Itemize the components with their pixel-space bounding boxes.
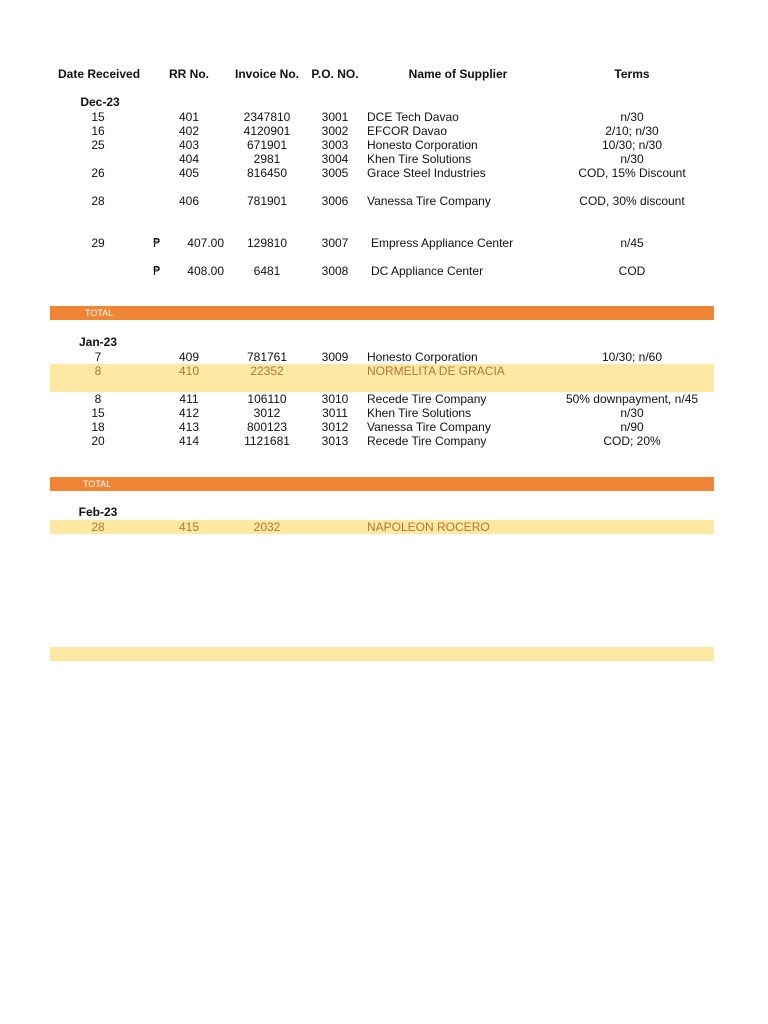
row-rr: 414 [178, 434, 200, 448]
row-po: 3005 [321, 166, 349, 180]
row-invoice: 816450 [246, 166, 288, 180]
row-terms: n/45 [620, 236, 644, 250]
row-po: 3008 [321, 264, 349, 278]
row-supplier: Empress Appliance Center [371, 236, 514, 250]
row-invoice: 6481 [253, 264, 281, 278]
row-terms: n/30 [620, 152, 644, 166]
highlight-band [50, 647, 714, 661]
row-terms: 10/30; n/30 [601, 138, 663, 152]
row-rr: 405 [178, 166, 200, 180]
row-supplier: EFCOR Davao [367, 124, 448, 138]
row-rr: 409 [178, 350, 200, 364]
row-po: 3013 [321, 434, 349, 448]
row-rr: 404 [178, 152, 200, 166]
row-rr: 403 [178, 138, 200, 152]
row-terms: 10/30; n/60 [601, 350, 663, 364]
row-date: 15 [91, 110, 105, 124]
row-rr: 408.00 [187, 264, 224, 278]
row-invoice: 2981 [253, 152, 281, 166]
header-rr-no: RR No. [169, 67, 209, 81]
row-rr: 410 [178, 364, 200, 378]
month-label-jan: Jan-23 [78, 335, 118, 349]
row-po: 3007 [321, 236, 349, 250]
row-supplier: Honesto Corporation [367, 350, 478, 364]
row-date: 28 [91, 520, 105, 534]
row-rr: 412 [178, 406, 200, 420]
row-supplier: NAPOLEON ROCERO [367, 520, 490, 534]
row-invoice: 4120901 [243, 124, 291, 138]
row-invoice: 800123 [246, 420, 288, 434]
row-invoice: 2032 [253, 520, 281, 534]
row-date: 20 [91, 434, 105, 448]
row-supplier: Khen Tire Solutions [367, 406, 472, 420]
header-po-no: P.O. NO. [311, 67, 359, 81]
row-rr: 407.00 [187, 236, 224, 250]
row-invoice: 22352 [250, 364, 284, 378]
header-terms: Terms [614, 67, 650, 81]
month-label-dec: Dec-23 [80, 95, 120, 109]
row-supplier: Vanessa Tire Company [367, 420, 491, 434]
row-invoice: 781901 [246, 194, 288, 208]
row-supplier: Honesto Corporation [367, 138, 478, 152]
row-date: 29 [91, 236, 105, 250]
peso-symbol: ₱ [153, 236, 161, 250]
row-po: 3002 [321, 124, 349, 138]
row-terms: 50% downpayment, n/45 [565, 392, 699, 406]
total-band [50, 477, 714, 491]
row-po: 3010 [321, 392, 349, 406]
row-date: 7 [94, 350, 102, 364]
row-rr: 401 [178, 110, 200, 124]
header-supplier: Name of Supplier [408, 67, 508, 81]
row-po: 3006 [321, 194, 349, 208]
row-supplier: Recede Tire Company [367, 392, 487, 406]
row-date: 25 [91, 138, 105, 152]
row-terms: COD, 15% Discount [578, 166, 686, 180]
row-supplier: DC Appliance Center [371, 264, 484, 278]
row-invoice: 106110 [247, 392, 287, 406]
row-terms: n/30 [620, 110, 644, 124]
peso-symbol: ₱ [153, 264, 161, 278]
row-terms: COD, 30% discount [579, 194, 685, 208]
row-terms: n/30 [620, 406, 644, 420]
row-date: 15 [91, 406, 105, 420]
row-invoice: 2347810 [243, 110, 291, 124]
row-po: 3001 [321, 110, 349, 124]
row-supplier: Khen Tire Solutions [367, 152, 472, 166]
row-terms: 2/10; n/30 [605, 124, 659, 138]
row-rr: 402 [178, 124, 200, 138]
row-date: 16 [91, 124, 105, 138]
row-supplier: Grace Steel Industries [367, 166, 486, 180]
row-invoice: 1121681 [244, 434, 290, 448]
row-rr: 411 [179, 392, 199, 406]
header-date-received: Date Received [57, 67, 141, 81]
row-supplier: Recede Tire Company [367, 434, 487, 448]
row-terms: n/90 [620, 420, 644, 434]
row-terms: COD [618, 264, 646, 278]
row-date: 28 [91, 194, 105, 208]
row-date: 26 [91, 166, 105, 180]
row-po: 3012 [321, 420, 349, 434]
total-label: TOTAL [83, 479, 112, 489]
row-supplier: NORMELITA DE GRACIA [367, 364, 505, 378]
row-invoice: 671901 [246, 138, 288, 152]
row-rr: 406 [178, 194, 200, 208]
header-invoice-no: Invoice No. [234, 67, 300, 81]
row-terms: COD; 20% [603, 434, 661, 448]
total-label: TOTAL [85, 308, 114, 318]
row-po: 3004 [321, 152, 349, 166]
row-date: 8 [94, 364, 102, 378]
row-invoice: 3012 [253, 406, 281, 420]
row-po: 3011 [322, 406, 348, 420]
row-po: 3009 [321, 350, 349, 364]
row-date: 18 [91, 420, 105, 434]
row-rr: 415 [178, 520, 200, 534]
row-supplier: DCE Tech Davao [367, 110, 459, 124]
row-rr: 413 [178, 420, 200, 434]
row-supplier: Vanessa Tire Company [367, 194, 491, 208]
row-invoice: 781761 [246, 350, 288, 364]
row-invoice: 129810 [246, 236, 288, 250]
row-date: 8 [94, 392, 102, 406]
month-label-feb: Feb-23 [78, 505, 118, 519]
row-po: 3003 [321, 138, 349, 152]
total-band [50, 306, 714, 320]
